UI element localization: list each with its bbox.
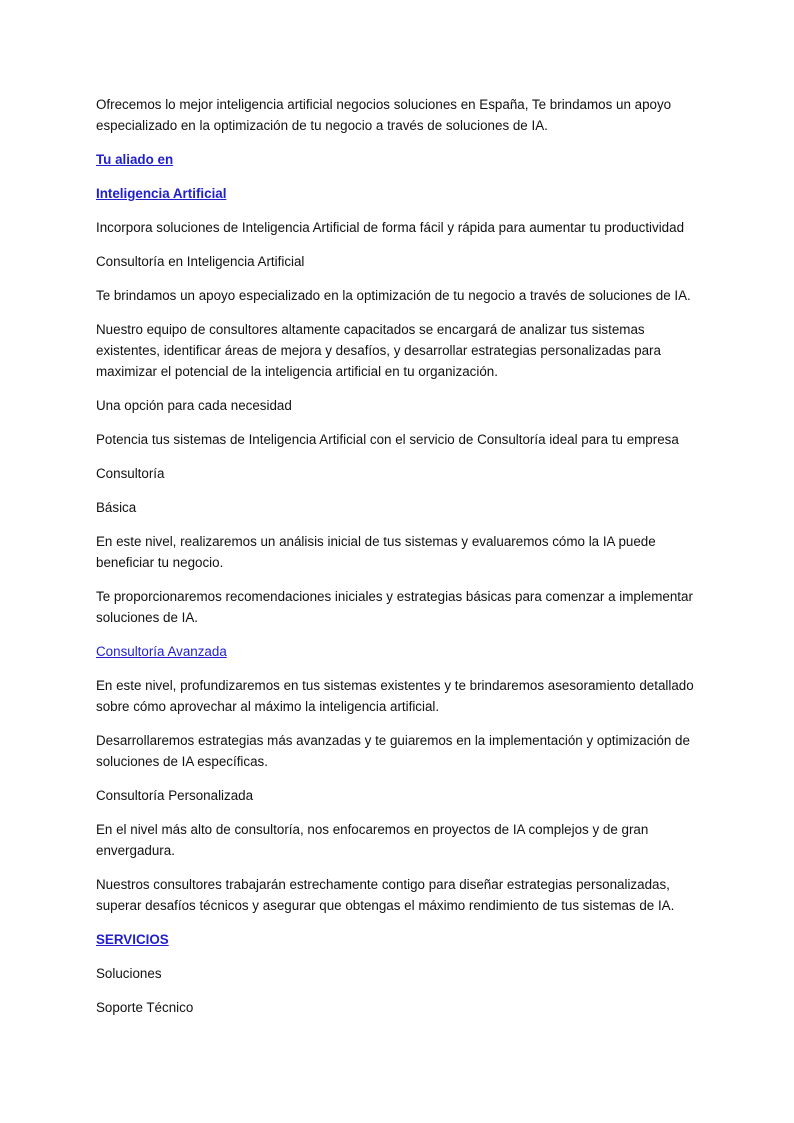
incorpora-paragraph: Incorpora soluciones de Inteligencia Artificial de forma fácil y rápida para aumentar tu productividad: [96, 220, 685, 235]
opcion-heading: Una opción para cada necesidad: [96, 398, 292, 413]
intro-paragraph: Ofrecemos lo mejor inteligencia artificial negocios soluciones en España, Te brindamos un apoyo especializado en la optimización de tu negocio a través de soluciones de IA.: [96, 97, 672, 133]
servicios-link[interactable]: SERVICIOS: [96, 932, 169, 947]
document-page: [96, 94, 706, 1031]
personalizada-heading: Consultoría Personalizada: [96, 788, 254, 803]
equipo-paragraph: Nuestro equipo de consultores altamente capacitados se encargará de analizar tus sistemas existentes, identificar áreas de mejora y desafíos, y desarrollar estrategias personalizadas para maximizar el potencial de la inteligencia artificial en tu organización.: [96, 322, 661, 379]
ia-link-line: [96, 183, 706, 204]
basica-paragraph-2: Te proporcionaremos recomendaciones iniciales y estrategias básicas para comenzar a implementar soluciones de IA.: [96, 589, 693, 625]
potencia-paragraph: Potencia tus sistemas de Inteligencia Artificial con el servicio de Consultoría ideal para tu empresa: [96, 432, 679, 447]
soluciones-item: Soluciones: [96, 966, 162, 981]
consultoria-label: Consultoría: [96, 466, 165, 481]
personalizada-paragraph-1: En el nivel más alto de consultoría, nos enfocaremos en proyectos de IA complejos y de gran envergadura.: [96, 822, 649, 858]
servicios-link-line: [96, 929, 706, 950]
consultoria-ia-heading: Consultoría en Inteligencia Artificial: [96, 254, 305, 269]
avanzada-link-line: [96, 641, 706, 662]
inteligencia-artificial-link[interactable]: Inteligencia Artificial: [96, 186, 227, 201]
avanzada-paragraph-2: Desarrollaremos estrategias más avanzadas y te guiaremos en la implementación y optimización de soluciones de IA específicas.: [96, 733, 690, 769]
brindamos-paragraph: Te brindamos un apoyo especializado en la optimización de tu negocio a través de soluciones de IA.: [96, 288, 691, 303]
tu-aliado-link[interactable]: Tu aliado en: [96, 152, 174, 167]
basica-label: Básica: [96, 500, 137, 515]
personalizada-paragraph-2: Nuestros consultores trabajarán estrechamente contigo para diseñar estrategias personalizadas, superar desafíos técnicos y asegurar que obtengas el máximo rendimiento de tus sistemas de IA.: [96, 877, 675, 913]
consultoria-avanzada-link[interactable]: Consultoría Avanzada: [96, 644, 227, 659]
avanzada-paragraph-1: En este nivel, profundizaremos en tus sistemas existentes y te brindaremos asesoramiento detallado sobre cómo aprovechar al máximo la inteligencia artificial.: [96, 678, 694, 714]
soporte-item: Soporte Técnico: [96, 1000, 194, 1015]
aliado-link-line: [96, 149, 706, 170]
basica-paragraph-1: En este nivel, realizaremos un análisis inicial de tus sistemas y evaluaremos cómo la IA puede beneficiar tu negocio.: [96, 534, 656, 570]
